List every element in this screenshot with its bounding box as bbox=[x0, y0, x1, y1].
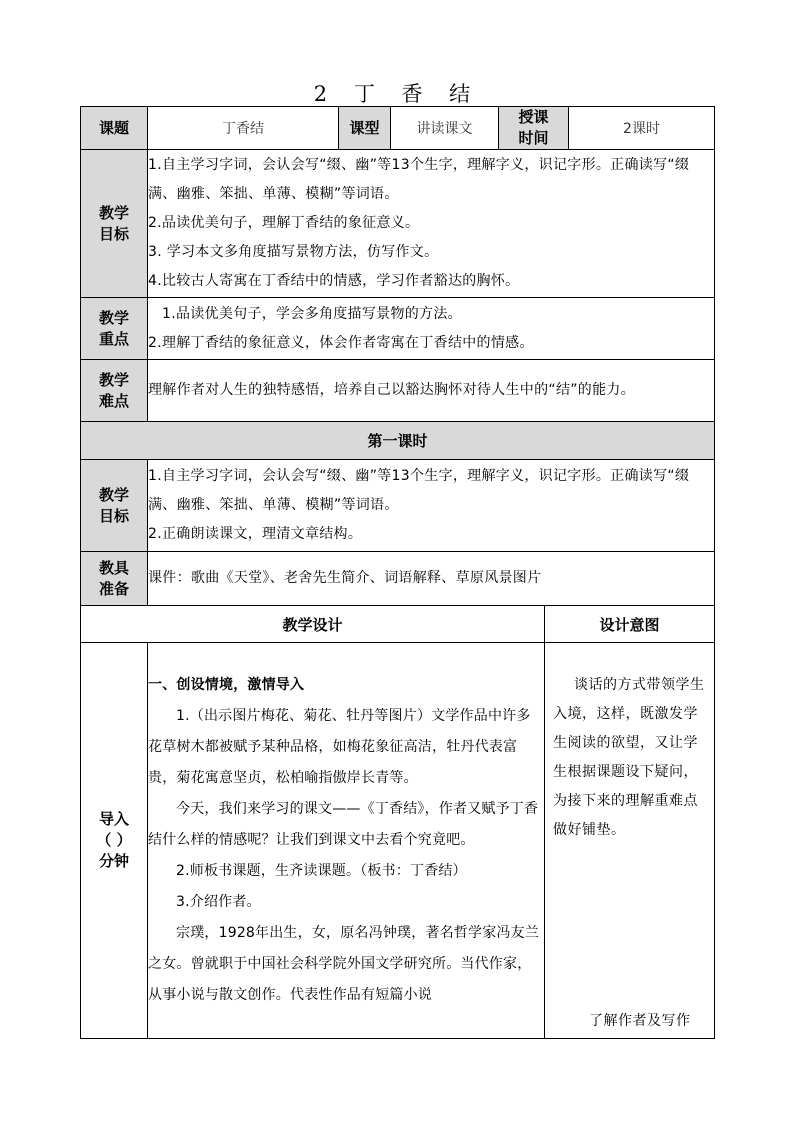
intent-column-header: 设计意图 bbox=[545, 606, 715, 643]
difficulties-row bbox=[81, 360, 715, 422]
goal-item: 3. 学习本文多角度描写景物方法，仿写作文。 bbox=[148, 244, 439, 260]
design-column-header: 教学设计 bbox=[81, 606, 545, 643]
time-label bbox=[499, 107, 569, 150]
lesson-goal-item: 1.自主学习字词，会认会写“缀、幽”等13个生字，理解字义，识记字形。正确读写“缀满、幽雅、笨拙、单薄、模糊”等词语。 bbox=[148, 468, 690, 513]
intro-design-content bbox=[148, 643, 545, 1039]
lesson-goals-content bbox=[148, 460, 715, 552]
intro-label: 导入 （ ） 分钟 bbox=[81, 643, 148, 1039]
tools-label: 教具 准备 bbox=[81, 552, 148, 606]
keypoints-content bbox=[148, 298, 715, 360]
goal-item: 1.自主学习字词，会认会写“缀、幽”等13个生字，理解字义，识记字形。正确读写“缀满、幽雅、笨拙、单薄、模糊”等词语。 bbox=[148, 157, 690, 202]
design-paragraph: 3.介绍作者。 bbox=[176, 894, 261, 910]
keypoints-label: 教学 重点 bbox=[81, 298, 148, 360]
lesson-goals-row bbox=[81, 460, 715, 552]
design-paragraph: 1.（出示图片梅花、菊花、牡丹等图片）文学作品中许多花草树木都被赋予某种品格，如梅花象征高洁，牡丹代表富贵，菊花寓意坚贞，松柏喻指傲岸长青等。 bbox=[148, 708, 531, 786]
intro-row bbox=[81, 643, 715, 1039]
design-paragraph: 宗璞，1928年出生，女，原名冯钟璞，著名哲学家冯友兰之女。曾就职于中国社会科学院外国文学研究所。当代作家，从事小说与散文创作。代表性作品有短篇小说 bbox=[148, 925, 540, 1003]
lesson-plan-table bbox=[80, 106, 715, 1039]
difficulties-label: 教学 难点 bbox=[81, 360, 148, 422]
topic-value: 丁香结 bbox=[148, 107, 339, 150]
design-header-row bbox=[81, 606, 715, 643]
tools-content: 课件：歌曲《天堂》、老舍先生简介、词语解释、草原风景图片 bbox=[148, 552, 715, 606]
section-title: 一、创设情境，激情导入 bbox=[148, 677, 305, 693]
type-value: 讲读课文 bbox=[391, 107, 499, 150]
design-paragraph: 2.师板书课题，生齐读课题。（板书：丁香结） bbox=[176, 863, 467, 879]
time-label-line1: 授课 bbox=[518, 108, 549, 126]
goals-row bbox=[81, 150, 715, 298]
lesson-goal-item: 2.正确朗读课文，理清文章结构。 bbox=[148, 526, 363, 542]
keypoint-item: 1.品读优美句子，学会多角度描写景物的方法。 bbox=[162, 305, 462, 322]
goals-content bbox=[148, 150, 715, 298]
intent-bottom-text: 了解作者及写作 bbox=[589, 1013, 691, 1029]
keypoint-item: 2.理解丁香结的象征意义，体会作者寄寓在丁香结中的情感。 bbox=[148, 334, 534, 351]
goal-item: 4.比较古人寄寓在丁香结中的情感，学习作者豁达的胸怀。 bbox=[148, 273, 520, 289]
lesson-goals-label: 教学 目标 bbox=[81, 460, 148, 552]
intro-intent-content bbox=[545, 643, 715, 1039]
first-lesson-heading: 第一课时 bbox=[81, 422, 715, 460]
design-paragraph: 今天，我们来学习的课文——《丁香结》，作者又赋予丁香结什么样的情感呢？让我们到课文中去看个究竟吧。 bbox=[148, 801, 539, 848]
goal-item: 2.品读优美句子，理解丁香结的象征意义。 bbox=[148, 215, 420, 231]
first-lesson-row bbox=[81, 422, 715, 460]
goals-label: 教学 目标 bbox=[81, 150, 148, 298]
topic-label: 课题 bbox=[81, 107, 148, 150]
intent-text: 谈话的方式带领学生入境，这样，既激发学生阅读的欲望，又让学生根据课题设下疑问，为接下来的理解重难点做好铺垫。 bbox=[553, 677, 705, 838]
tools-row bbox=[81, 552, 715, 606]
page-title: 2 丁 香 结 bbox=[313, 82, 481, 106]
difficulties-content: 理解作者对人生的独特感悟，培养自己以豁达胸怀对待人生中的“结”的能力。 bbox=[148, 360, 715, 422]
time-label-line2: 时间 bbox=[518, 129, 549, 147]
type-label: 课型 bbox=[339, 107, 391, 150]
time-value: 2课时 bbox=[569, 107, 715, 150]
header-row bbox=[81, 107, 715, 150]
keypoints-row bbox=[81, 298, 715, 360]
